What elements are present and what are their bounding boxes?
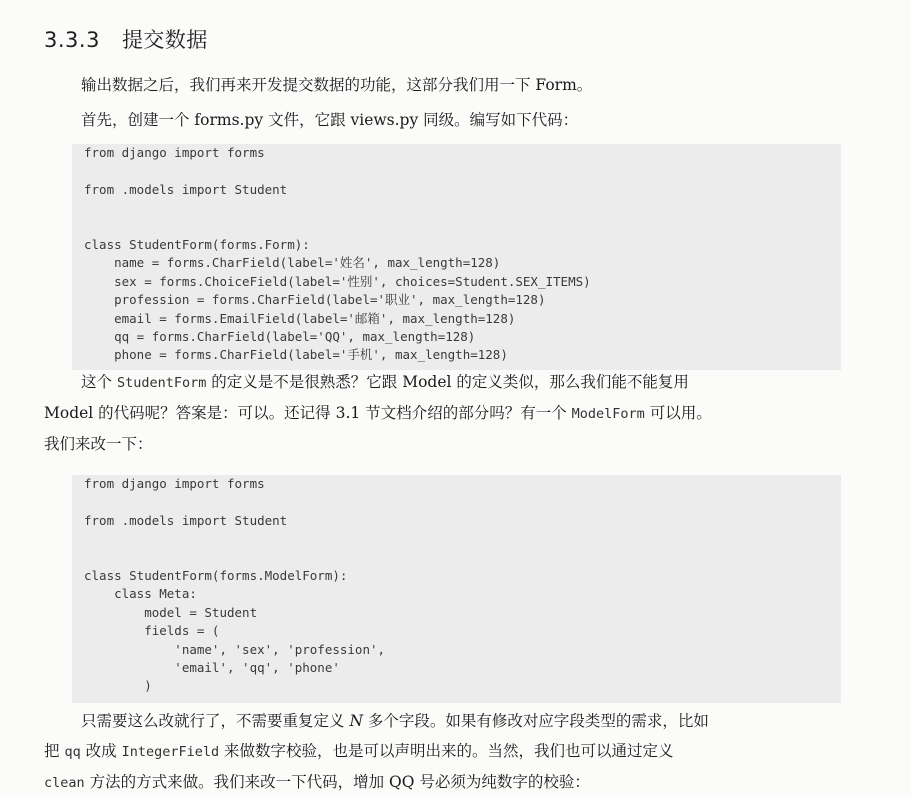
paragraph-line: 首先，创建一个 forms.py 文件，它跟 views.py 同级。编写如下代码： — [81, 111, 579, 129]
inline-code: qq — [64, 744, 81, 760]
paragraph-line-3: 我们来改一下： — [44, 435, 153, 453]
inline-code: clean — [44, 775, 85, 791]
code-line — [84, 549, 841, 567]
code-line — [84, 162, 841, 180]
code-line: name = forms.CharField(label='姓名', max_length=128) — [84, 255, 501, 271]
paragraph-intro — [44, 70, 841, 100]
code-line: phone = forms.CharField(label='手机', max_length=128) — [84, 347, 508, 363]
text-run: 来做数字校验，也是可以声明出来的。当然，我们也可以通过定义 — [219, 742, 674, 760]
paragraph-line-2 — [44, 736, 841, 767]
paragraph-line-1 — [44, 706, 841, 736]
italic-n: N — [349, 712, 363, 730]
inline-code: StudentForm — [116, 375, 207, 391]
text-run: 把 — [44, 742, 65, 760]
code-line: from django import forms — [84, 145, 265, 160]
paragraph-line-1 — [44, 367, 841, 398]
code-line: class StudentForm(forms.Form): — [84, 236, 310, 252]
code-block-modelform — [72, 475, 841, 703]
code-line: email = forms.EmailField(label='邮箱', max_length=128) — [84, 310, 516, 326]
code-line: profession = forms.CharField(label='职业', max_length=128) — [84, 292, 546, 308]
section-title-text: 提交数据 — [121, 28, 208, 52]
code-line: 'email', 'qq', 'phone' — [84, 659, 340, 675]
code-block-form — [72, 144, 841, 370]
code-line: class Meta: — [84, 586, 197, 602]
code-line: model = Student — [84, 604, 258, 620]
paragraph-clean — [44, 706, 841, 798]
code-line: ) — [84, 678, 152, 694]
text-run: Model 的代码呢？答案是：可以。还记得 3.1 节文档介绍的部分吗？有一个 — [44, 404, 572, 422]
text-run: 多个字段。如果有修改对应字段类型的需求，比如 — [363, 712, 709, 730]
code-line: class StudentForm(forms.ModelForm): — [84, 567, 348, 583]
section-number: 3.3.3 — [44, 28, 100, 52]
paragraph-line-2 — [44, 398, 841, 429]
inline-code: IntegerField — [121, 744, 220, 760]
paragraph-modelform — [44, 367, 841, 459]
code-line: qq = forms.CharField(label='QQ', max_length=128) — [84, 328, 476, 344]
text-run: 改成 — [80, 742, 122, 760]
section-heading — [44, 24, 208, 54]
paragraph-line-3 — [44, 767, 841, 798]
code-line — [84, 218, 841, 236]
code-line: sex = forms.ChoiceField(label='性别', choices=Student.SEX_ITEMS) — [84, 273, 591, 289]
code-line — [84, 493, 841, 511]
code-line: from django import forms — [84, 476, 265, 491]
text-run: 的定义是不是很熟悉？它跟 Model 的定义类似，那么我们能不能复用 — [206, 373, 689, 391]
code-line — [84, 530, 841, 548]
paragraph-create-forms — [44, 105, 841, 135]
code-line: from .models import Student — [84, 512, 288, 528]
code-line: from .models import Student — [84, 181, 288, 197]
inline-code: ModelForm — [571, 406, 645, 422]
code-line — [84, 199, 841, 217]
code-line: fields = ( — [84, 623, 220, 639]
paragraph-line: 输出数据之后，我们再来开发提交数据的功能，这部分我们用一下 Form。 — [81, 76, 593, 94]
text-run: 方法的方式来做。我们来改一下代码，增加 QQ 号必须为纯数字的校验： — [84, 773, 590, 791]
text-run: 这个 — [81, 373, 117, 391]
code-line: 'name', 'sex', 'profession', — [84, 641, 386, 657]
text-run: 只需要这么改就行了，不需要重复定义 — [81, 712, 350, 730]
text-run: 可以用。 — [644, 404, 712, 422]
